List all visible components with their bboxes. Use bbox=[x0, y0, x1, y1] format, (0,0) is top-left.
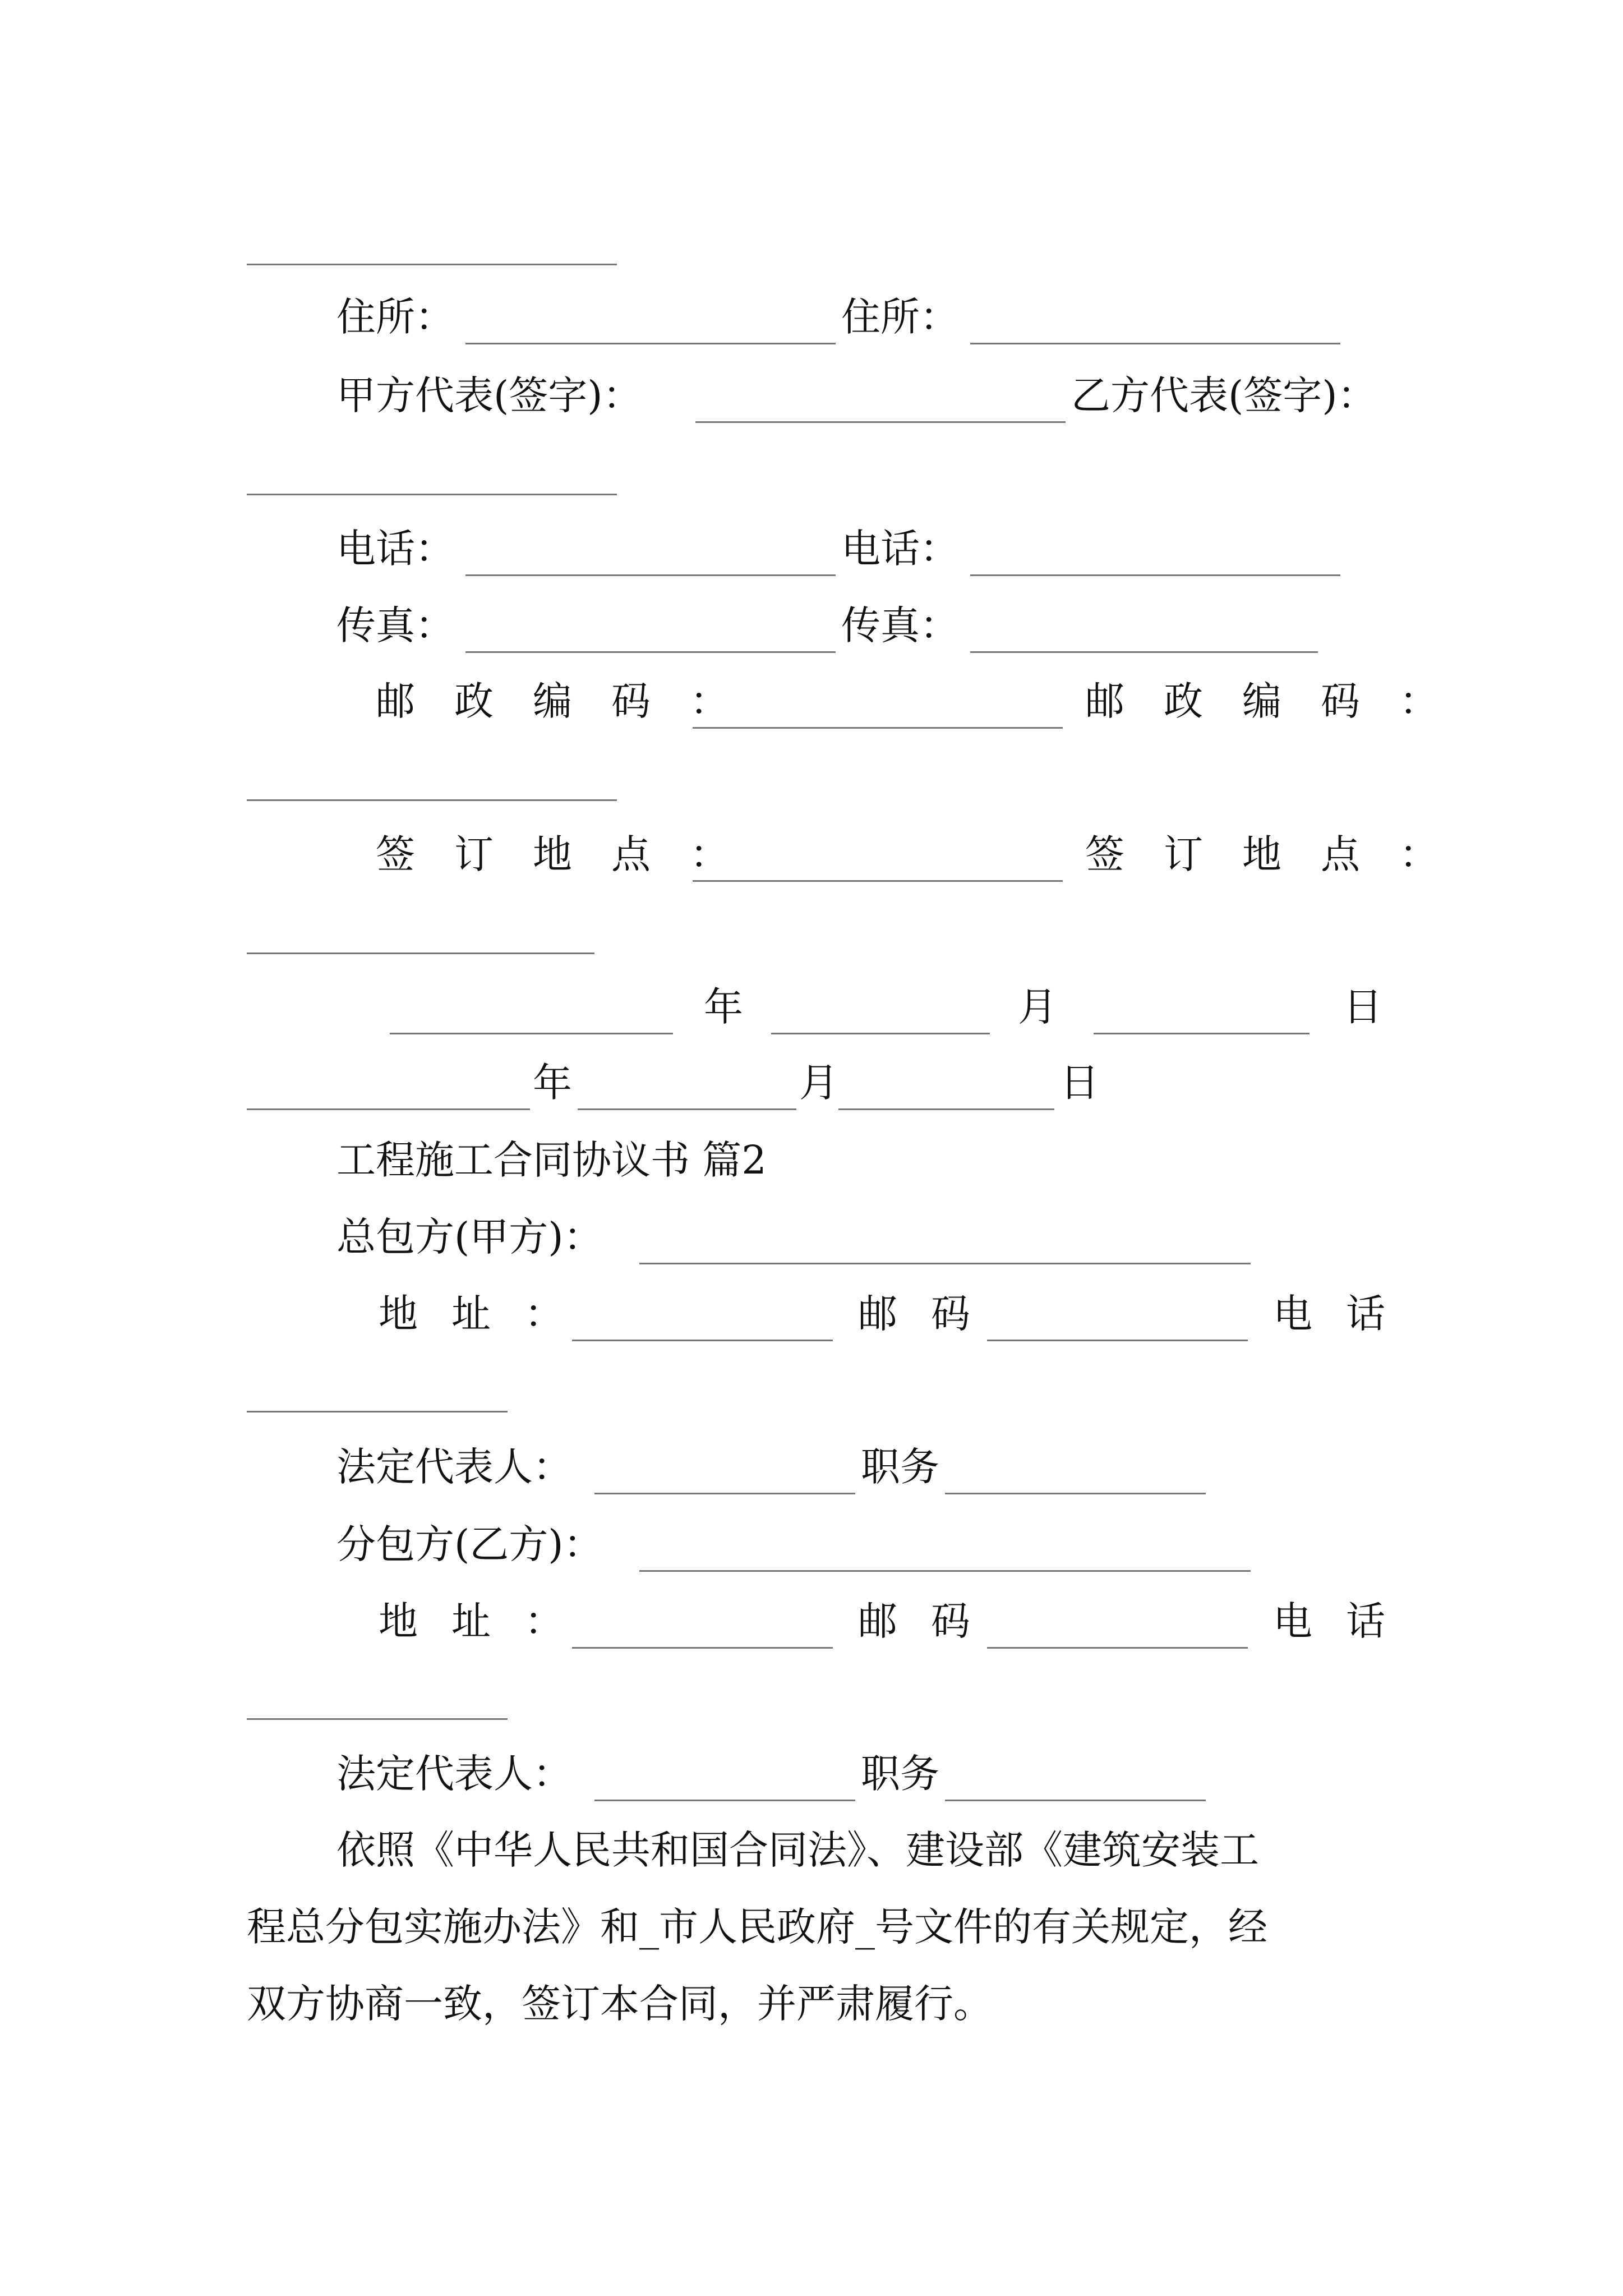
subcontractor-address-label: 地址： bbox=[379, 1598, 597, 1644]
party-a-phone-blank[interactable] bbox=[465, 574, 836, 576]
subcontractor-zip-label: 邮码 bbox=[858, 1598, 1004, 1644]
general-contractor-label: 总包方(甲方)： bbox=[336, 1214, 603, 1260]
phone-row bbox=[0, 521, 1623, 588]
contractor-legal-rep-row bbox=[0, 1439, 1623, 1506]
contractor-zip-label: 邮码 bbox=[858, 1291, 1004, 1337]
party-a-address-label: 住所： bbox=[336, 294, 454, 340]
address-row bbox=[0, 289, 1623, 356]
postcode-row bbox=[0, 673, 1623, 740]
party-b-postcode-blank[interactable] bbox=[247, 799, 617, 801]
party-b-sign-place-label: 签订地点： bbox=[1085, 831, 1478, 877]
party-b-rep-label: 乙方代表(签字)： bbox=[1071, 372, 1377, 418]
blank-line-top bbox=[247, 264, 617, 265]
party-b-day-label: 日 bbox=[1060, 1060, 1099, 1106]
party-b-year-label: 年 bbox=[533, 1060, 572, 1106]
party-a-month-blank[interactable] bbox=[771, 1033, 990, 1034]
section2-heading: 工程施工合同协议书 篇2 bbox=[336, 1137, 767, 1183]
party-a-phone-label: 电话： bbox=[336, 526, 454, 572]
contractor-tel-label: 电话 bbox=[1273, 1291, 1419, 1337]
party-b-fax-label: 传真： bbox=[841, 602, 959, 648]
party-b-sign-place-blank[interactable] bbox=[247, 953, 594, 954]
party-b-postcode-label: 邮政编码： bbox=[1085, 678, 1478, 724]
general-contractor-blank[interactable] bbox=[639, 1263, 1251, 1264]
fax-row bbox=[0, 597, 1623, 665]
party-a-rep-label: 甲方代表(签字)： bbox=[336, 372, 642, 418]
party-b-year-blank[interactable] bbox=[247, 1108, 530, 1110]
contractor-address-label: 地址： bbox=[379, 1291, 597, 1337]
party-a-year-label: 年 bbox=[704, 984, 743, 1030]
subcontractor-label: 分包方(乙方)： bbox=[336, 1521, 603, 1567]
contractor-legal-rep-blank[interactable] bbox=[594, 1493, 855, 1494]
party-a-postcode-blank[interactable] bbox=[693, 727, 1063, 729]
party-b-phone-blank[interactable] bbox=[970, 574, 1340, 576]
date-row-b bbox=[0, 1055, 1623, 1122]
body-line-1: 依照《中华人民共和国合同法》、建设部《建筑安装工 bbox=[336, 1827, 1259, 1873]
sign-place-row bbox=[0, 826, 1623, 894]
contractor-zip-blank[interactable] bbox=[987, 1340, 1248, 1341]
party-a-fax-label: 传真： bbox=[336, 602, 454, 648]
party-a-address-blank[interactable] bbox=[465, 343, 836, 344]
general-contractor-row bbox=[0, 1209, 1623, 1276]
contractor-contact-row bbox=[0, 1286, 1623, 1353]
subcontractor-row bbox=[0, 1516, 1623, 1584]
party-a-sign-place-label: 签订地点： bbox=[376, 831, 768, 877]
date-row-a bbox=[0, 979, 1623, 1046]
party-b-fax-blank[interactable] bbox=[970, 651, 1318, 653]
party-a-month-label: 月 bbox=[1018, 984, 1057, 1030]
party-b-month-label: 月 bbox=[799, 1060, 838, 1106]
party-b-month-blank[interactable] bbox=[578, 1108, 796, 1110]
subcontractor-address-blank[interactable] bbox=[572, 1647, 833, 1649]
subcontractor-legal-rep-label: 法定代表人： bbox=[336, 1751, 572, 1797]
subcontractor-position-blank[interactable] bbox=[945, 1800, 1206, 1801]
contractor-position-blank[interactable] bbox=[945, 1493, 1206, 1494]
party-b-address-blank[interactable] bbox=[970, 343, 1340, 344]
subcontractor-tel-label: 电话 bbox=[1273, 1598, 1419, 1644]
body-line-2: 程总分包实施办法》和_市人民政府_号文件的有关规定，经 bbox=[247, 1904, 1267, 1950]
body-line-3: 双方协商一致，签订本合同，并严肃履行。 bbox=[247, 1981, 993, 2027]
contractor-position-label: 职务 bbox=[861, 1444, 939, 1490]
subcontractor-contact-row bbox=[0, 1593, 1623, 1660]
subcontractor-zip-blank[interactable] bbox=[987, 1647, 1248, 1649]
party-a-day-label: 日 bbox=[1343, 984, 1382, 1030]
party-a-sign-place-blank[interactable] bbox=[693, 880, 1063, 882]
party-a-day-blank[interactable] bbox=[1094, 1033, 1310, 1034]
subcontractor-position-label: 职务 bbox=[861, 1751, 939, 1797]
party-b-rep-blank[interactable] bbox=[247, 494, 617, 495]
representative-row bbox=[0, 367, 1623, 435]
party-a-year-blank[interactable] bbox=[390, 1033, 673, 1034]
contractor-address-blank[interactable] bbox=[572, 1340, 833, 1341]
subcontractor-legal-rep-row bbox=[0, 1746, 1623, 1813]
party-a-postcode-label: 邮政编码： bbox=[376, 678, 768, 724]
contractor-legal-rep-label: 法定代表人： bbox=[336, 1444, 572, 1490]
party-b-phone-label: 电话： bbox=[841, 526, 959, 572]
party-a-rep-blank[interactable] bbox=[695, 421, 1066, 423]
contractor-tel-blank[interactable] bbox=[247, 1411, 508, 1412]
subcontractor-blank[interactable] bbox=[639, 1570, 1251, 1572]
subcontractor-legal-rep-blank[interactable] bbox=[594, 1800, 855, 1801]
subcontractor-tel-blank[interactable] bbox=[247, 1718, 508, 1720]
party-b-day-blank[interactable] bbox=[838, 1108, 1054, 1110]
party-b-address-label: 住所： bbox=[841, 294, 959, 340]
party-a-fax-blank[interactable] bbox=[465, 651, 836, 653]
section2-heading-row bbox=[0, 1132, 1623, 1199]
